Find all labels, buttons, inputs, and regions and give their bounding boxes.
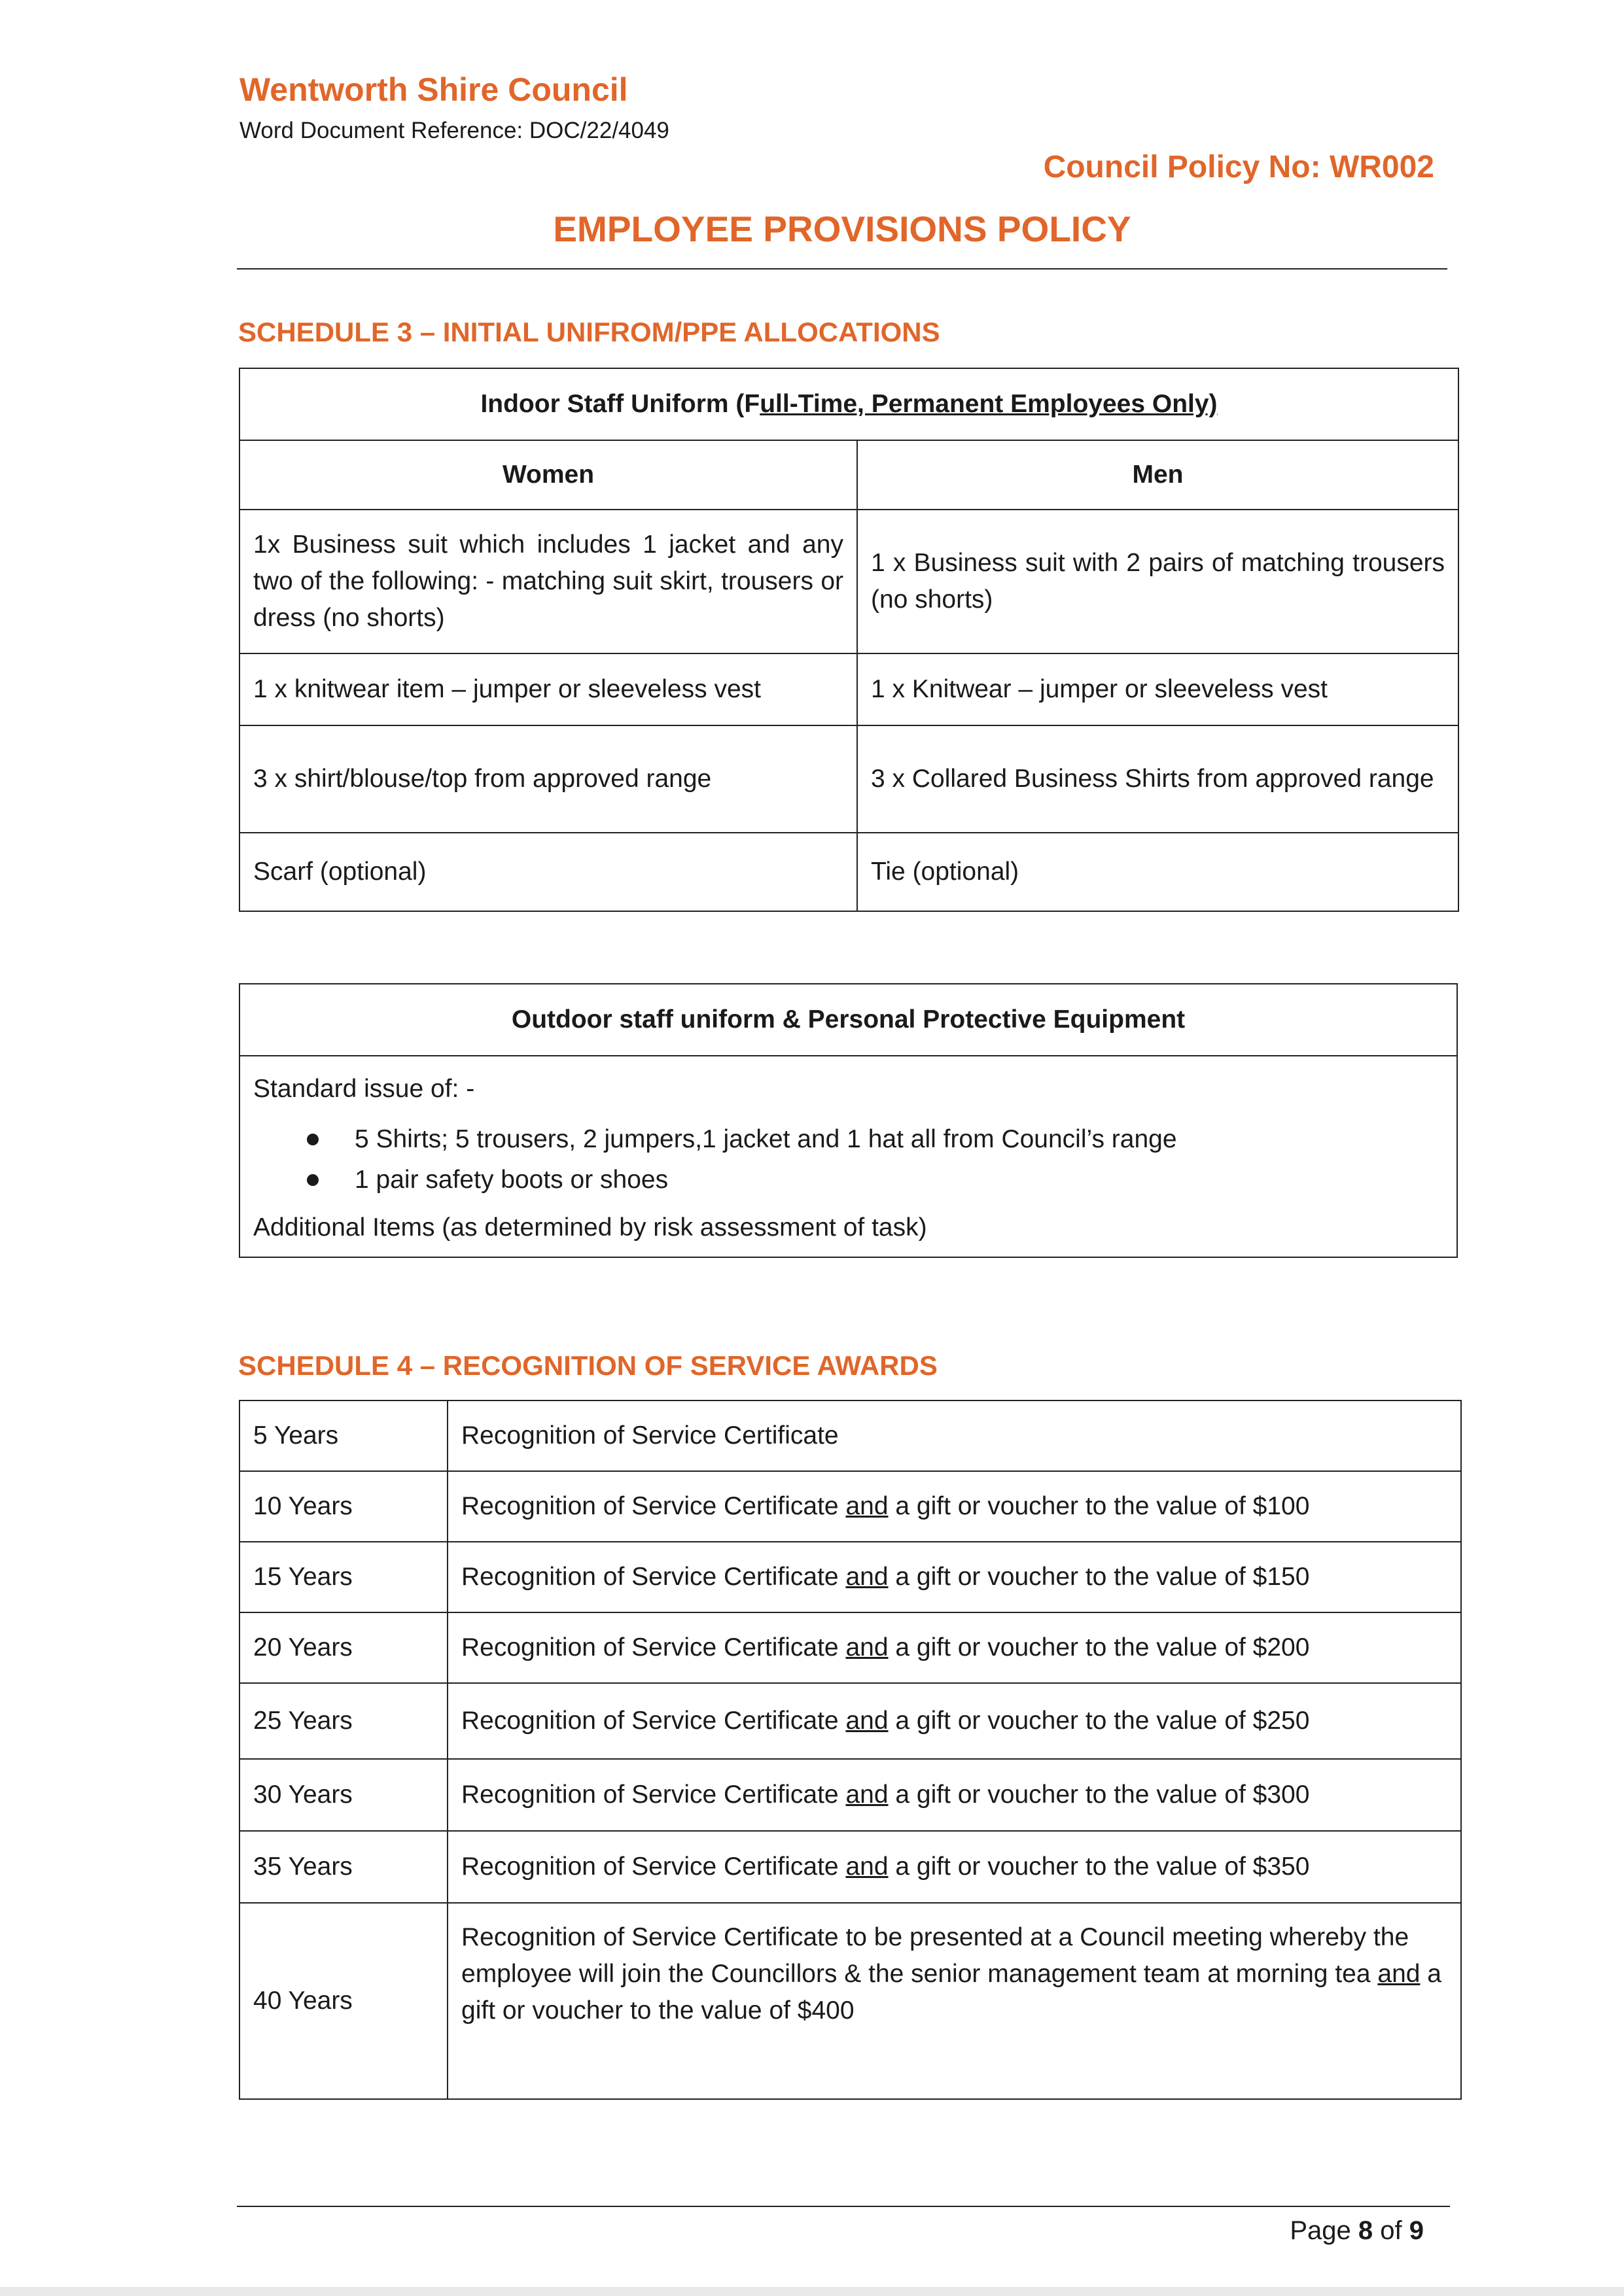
page-total: 9 bbox=[1409, 2216, 1424, 2245]
service-awards-table bbox=[239, 1400, 1462, 2100]
award-gift: a gift or voucher to the value of $300 bbox=[888, 1781, 1310, 1809]
column-header-women: Women bbox=[239, 440, 857, 510]
award-text: Recognition of Service Certificate to be presented at a Council meeting whereby the employee will join the Councillors & the senior management team at morning tea bbox=[461, 1923, 1409, 1988]
table-row bbox=[239, 1612, 1461, 1683]
table-row bbox=[239, 510, 1458, 653]
women-item: 3 x shirt/blouse/top from approved range bbox=[239, 725, 857, 833]
page-of-label: of bbox=[1380, 2216, 1402, 2245]
bullet-icon bbox=[307, 1134, 319, 1145]
award-gift: a gift or voucher to the value of $250 bbox=[888, 1707, 1310, 1735]
service-years: 20 Years bbox=[239, 1612, 448, 1683]
award-gift: a gift or voucher to the value of $100 bbox=[888, 1492, 1310, 1520]
outdoor-uniform-table bbox=[239, 983, 1458, 1258]
indoor-title-prefix: Indoor Staff Uniform (F bbox=[480, 390, 760, 418]
standard-issue-list bbox=[253, 1119, 1443, 1200]
policy-number-label: Council Policy No: bbox=[1043, 150, 1321, 184]
award-gift: a gift or voucher to the value of $400 bbox=[461, 1960, 1441, 2025]
award-description bbox=[448, 1683, 1461, 1759]
list-item bbox=[253, 1160, 1443, 1200]
award-description bbox=[448, 1471, 1461, 1542]
policy-number-value: WR002 bbox=[1329, 150, 1434, 184]
award-and: and bbox=[845, 1781, 889, 1809]
award-gift: a gift or voucher to the value of $150 bbox=[888, 1563, 1310, 1591]
service-years: 40 Years bbox=[239, 1903, 448, 2099]
list-item bbox=[253, 1119, 1443, 1160]
award-text: Recognition of Service Certificate bbox=[461, 1781, 846, 1809]
table-row bbox=[239, 1471, 1461, 1542]
table-row bbox=[239, 1903, 1461, 2099]
award-text: Recognition of Service Certificate bbox=[461, 1852, 846, 1881]
men-item: 1 x Knitwear – jumper or sleeveless vest bbox=[857, 653, 1458, 725]
page-current: 8 bbox=[1358, 2216, 1373, 2245]
award-text: Recognition of Service Certificate bbox=[461, 1707, 846, 1735]
page-number bbox=[1290, 2216, 1424, 2246]
table-row bbox=[239, 1400, 1461, 1471]
women-item: 1x Business suit which includes 1 jacket and any two of the following: - matching suit skirt, trousers or dress (no shorts) bbox=[239, 510, 857, 653]
list-item-text: 1 pair safety boots or shoes bbox=[355, 1166, 669, 1194]
award-description bbox=[448, 1612, 1461, 1683]
table-row bbox=[239, 653, 1458, 725]
award-and: and bbox=[845, 1492, 889, 1520]
table-row bbox=[239, 833, 1458, 911]
table-row bbox=[239, 1759, 1461, 1831]
men-item: 1 x Business suit with 2 pairs of matching trousers (no shorts) bbox=[857, 510, 1458, 653]
award-description bbox=[448, 1400, 1461, 1471]
men-item: Tie (optional) bbox=[857, 833, 1458, 911]
indoor-title-underlined: ull-Time, Permanent Employees Only) bbox=[760, 390, 1218, 418]
men-item: 3 x Collared Business Shirts from approved range bbox=[857, 725, 1458, 833]
table-row bbox=[239, 725, 1458, 833]
award-description bbox=[448, 1759, 1461, 1831]
award-text: Recognition of Service Certificate bbox=[461, 1633, 846, 1661]
service-years: 35 Years bbox=[239, 1831, 448, 1903]
award-and: and bbox=[845, 1707, 889, 1735]
organisation-name: Wentworth Shire Council bbox=[239, 71, 628, 108]
footer-divider bbox=[237, 2206, 1450, 2207]
award-and: and bbox=[845, 1563, 889, 1591]
award-text: Recognition of Service Certificate bbox=[461, 1563, 846, 1591]
policy-number bbox=[1044, 149, 1434, 185]
women-item: 1 x knitwear item – jumper or sleeveless vest bbox=[239, 653, 857, 725]
women-item: Scarf (optional) bbox=[239, 833, 857, 911]
table-row bbox=[239, 1683, 1461, 1759]
list-item-text: 5 Shirts; 5 trousers, 2 jumpers,1 jacket and 1 hat all from Council’s range bbox=[355, 1125, 1177, 1153]
award-and: and bbox=[845, 1633, 889, 1661]
scan-edge bbox=[0, 2287, 1624, 2296]
schedule-4-heading: SCHEDULE 4 – RECOGNITION OF SERVICE AWARDS bbox=[238, 1350, 938, 1381]
header-divider bbox=[237, 268, 1447, 270]
service-years: 15 Years bbox=[239, 1542, 448, 1612]
policy-title: EMPLOYEE PROVISIONS POLICY bbox=[553, 209, 1131, 249]
standard-issue-label: Standard issue of: - bbox=[253, 1075, 475, 1103]
service-years: 25 Years bbox=[239, 1683, 448, 1759]
table-row bbox=[239, 1831, 1461, 1903]
award-gift: a gift or voucher to the value of $350 bbox=[888, 1852, 1310, 1881]
page-label: Page bbox=[1290, 2216, 1351, 2245]
service-years: 30 Years bbox=[239, 1759, 448, 1831]
award-and: and bbox=[1377, 1960, 1421, 1988]
column-header-men: Men bbox=[857, 440, 1458, 510]
award-and: and bbox=[845, 1852, 889, 1881]
additional-items-note: Additional Items (as determined by risk assessment of task) bbox=[253, 1213, 927, 1242]
schedule-3-heading: SCHEDULE 3 – INITIAL UNIFROM/PPE ALLOCATIONS bbox=[238, 317, 940, 347]
indoor-uniform-table bbox=[239, 368, 1459, 912]
bullet-icon bbox=[307, 1174, 319, 1186]
table-row bbox=[239, 1542, 1461, 1612]
award-gift: a gift or voucher to the value of $200 bbox=[888, 1633, 1310, 1661]
service-years: 10 Years bbox=[239, 1471, 448, 1542]
award-description bbox=[448, 1903, 1461, 2099]
service-years: 5 Years bbox=[239, 1400, 448, 1471]
award-description bbox=[448, 1542, 1461, 1612]
award-text: Recognition of Service Certificate bbox=[461, 1421, 839, 1450]
award-description bbox=[448, 1831, 1461, 1903]
outdoor-uniform-details bbox=[239, 1056, 1457, 1257]
award-text: Recognition of Service Certificate bbox=[461, 1492, 846, 1520]
document-reference: Word Document Reference: DOC/22/4049 bbox=[239, 118, 669, 143]
indoor-uniform-title bbox=[239, 368, 1458, 440]
outdoor-uniform-title: Outdoor staff uniform & Personal Protective Equipment bbox=[239, 984, 1457, 1056]
